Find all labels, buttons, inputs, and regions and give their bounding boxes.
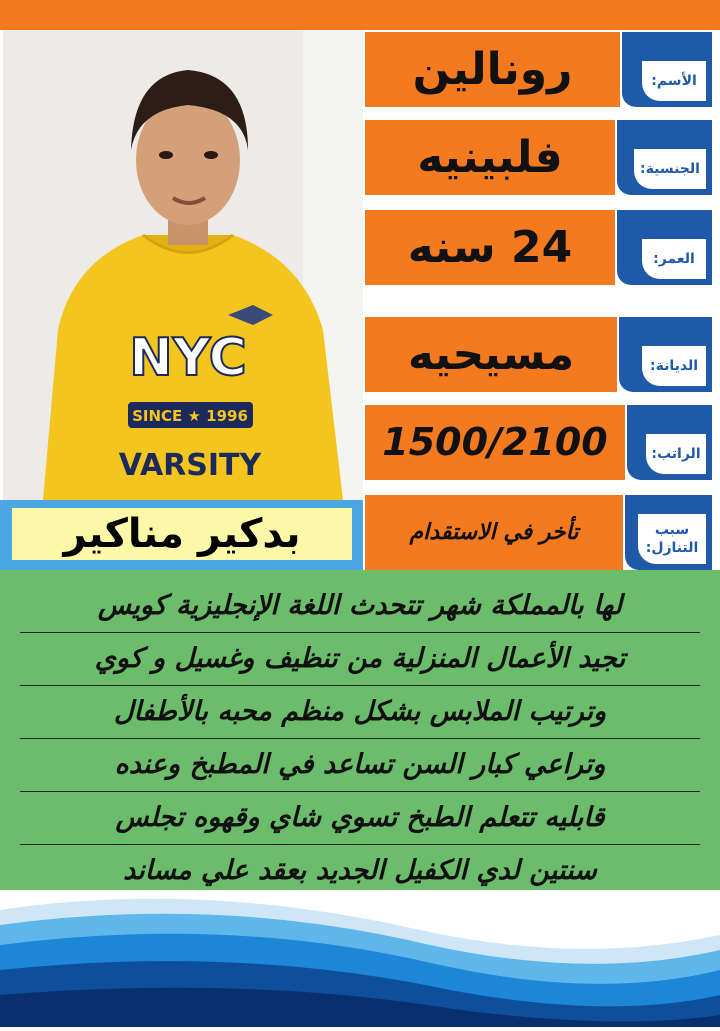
nationality-value: فلبينيه	[365, 120, 615, 195]
description-line-6: سنتين لدي الكفيل الجديد بعقد علي مساند	[20, 845, 700, 898]
reason-label-box	[625, 495, 712, 570]
age-label-box	[617, 210, 712, 285]
shirt-print-nyc: NYC	[129, 328, 247, 388]
salary-label: الراتب:	[646, 434, 706, 474]
salary-label-box	[627, 405, 712, 480]
nationality-label: الجنسية:	[634, 149, 706, 189]
age-label: العمر:	[642, 239, 706, 279]
religion-label-box	[619, 317, 712, 392]
skills-banner	[0, 500, 363, 570]
decorative-wave	[0, 890, 720, 1027]
name-label: الأسم:	[642, 61, 706, 101]
description-line-3: وترتيب الملابس بشكل منظم محبه بالأطفال	[20, 686, 700, 739]
nationality-label-box	[617, 120, 712, 195]
name-value: رونالين	[365, 32, 620, 107]
age-value: 24 سنه	[365, 210, 615, 285]
shirt-print-since: SINCE ★ 1996	[132, 407, 248, 425]
description-line-4: وتراعي كبار السن تساعد في المطبخ وعنده	[20, 739, 700, 792]
reason-value: تأخر في الاستقدام	[365, 495, 623, 570]
candidate-photo	[3, 30, 363, 500]
religion-label: الديانة:	[642, 346, 706, 386]
skills-caption: بدكير مناكير	[12, 508, 352, 560]
description-panel	[0, 570, 720, 910]
shirt-print-varsity: VARSITY	[118, 448, 262, 483]
description-line-1: لها بالمملكة شهر تتحدث اللغة الإنجليزية كويس	[20, 580, 700, 633]
name-label-box	[622, 32, 712, 107]
top-orange-bar	[0, 0, 720, 30]
description-line-5: قابليه تتعلم الطبخ تسوي شاي وقهوه تجلس	[20, 792, 700, 845]
reason-label: سبب التنازل:	[638, 514, 706, 564]
religion-value: مسيحيه	[365, 317, 617, 392]
salary-value: 1500/2100	[365, 405, 625, 480]
description-line-2: تجيد الأعمال المنزلية من تنظيف وغسيل و كوي	[20, 633, 700, 686]
